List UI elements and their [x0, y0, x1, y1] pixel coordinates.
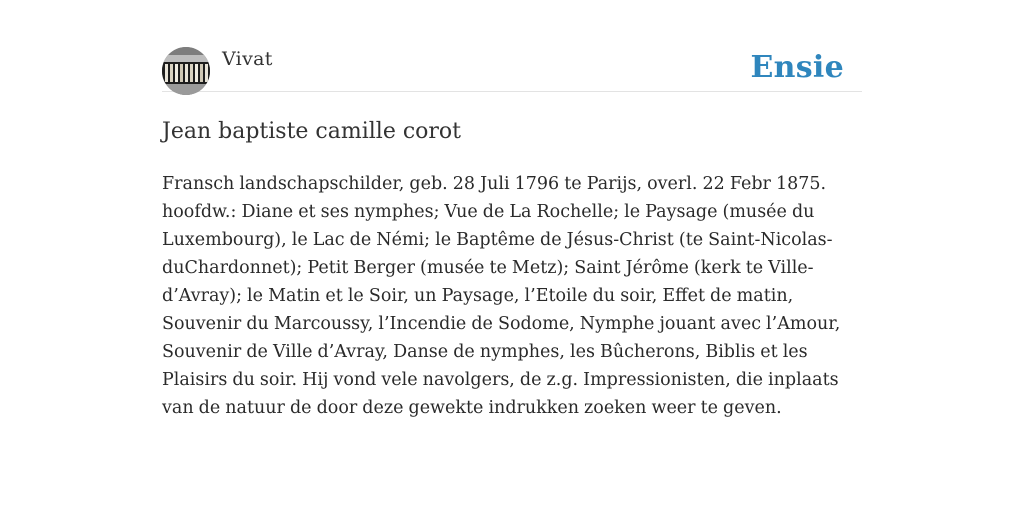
- author-name[interactable]: Vivat: [222, 48, 273, 70]
- article-card: [162, 46, 862, 422]
- article-body: Fransch landschapschilder, geb. 28 Juli 1796 te Parijs, overl. 22 Febr 1875. hoofdw.: Diane et ses nymphes; Vue de La Rochelle; le Paysage (musée du Luxembourg), le Lac de Némi; le Baptême de Jésus-Christ (te Saint-Nicolas-duChardonnet); Petit Berger (musée te Metz); Saint Jérôme (kerk te Ville-d’Avray); le Matin et le Soir, un Paysage, l’Etoile du soir, Effet de matin, Souvenir du Marcoussy, l’Incendie de Sodome, Nymphe jouant avec l’Amour, Souvenir de Ville d’Avray, Danse de nymphes, les Bûcherons, Biblis et les Plaisirs du soir. Hij vond vele navolgers, de z.g. Impressionisten, die inplaats van de natuur de door deze gewekte indrukken zoeken weer te geven.: [162, 174, 841, 418]
- book-spines-avatar-icon: [162, 47, 210, 95]
- brand-logo[interactable]: Ensie: [750, 50, 844, 85]
- author-avatar[interactable]: [162, 47, 210, 95]
- card-header: [162, 46, 862, 92]
- article-title: Jean baptiste camille corot: [162, 119, 462, 144]
